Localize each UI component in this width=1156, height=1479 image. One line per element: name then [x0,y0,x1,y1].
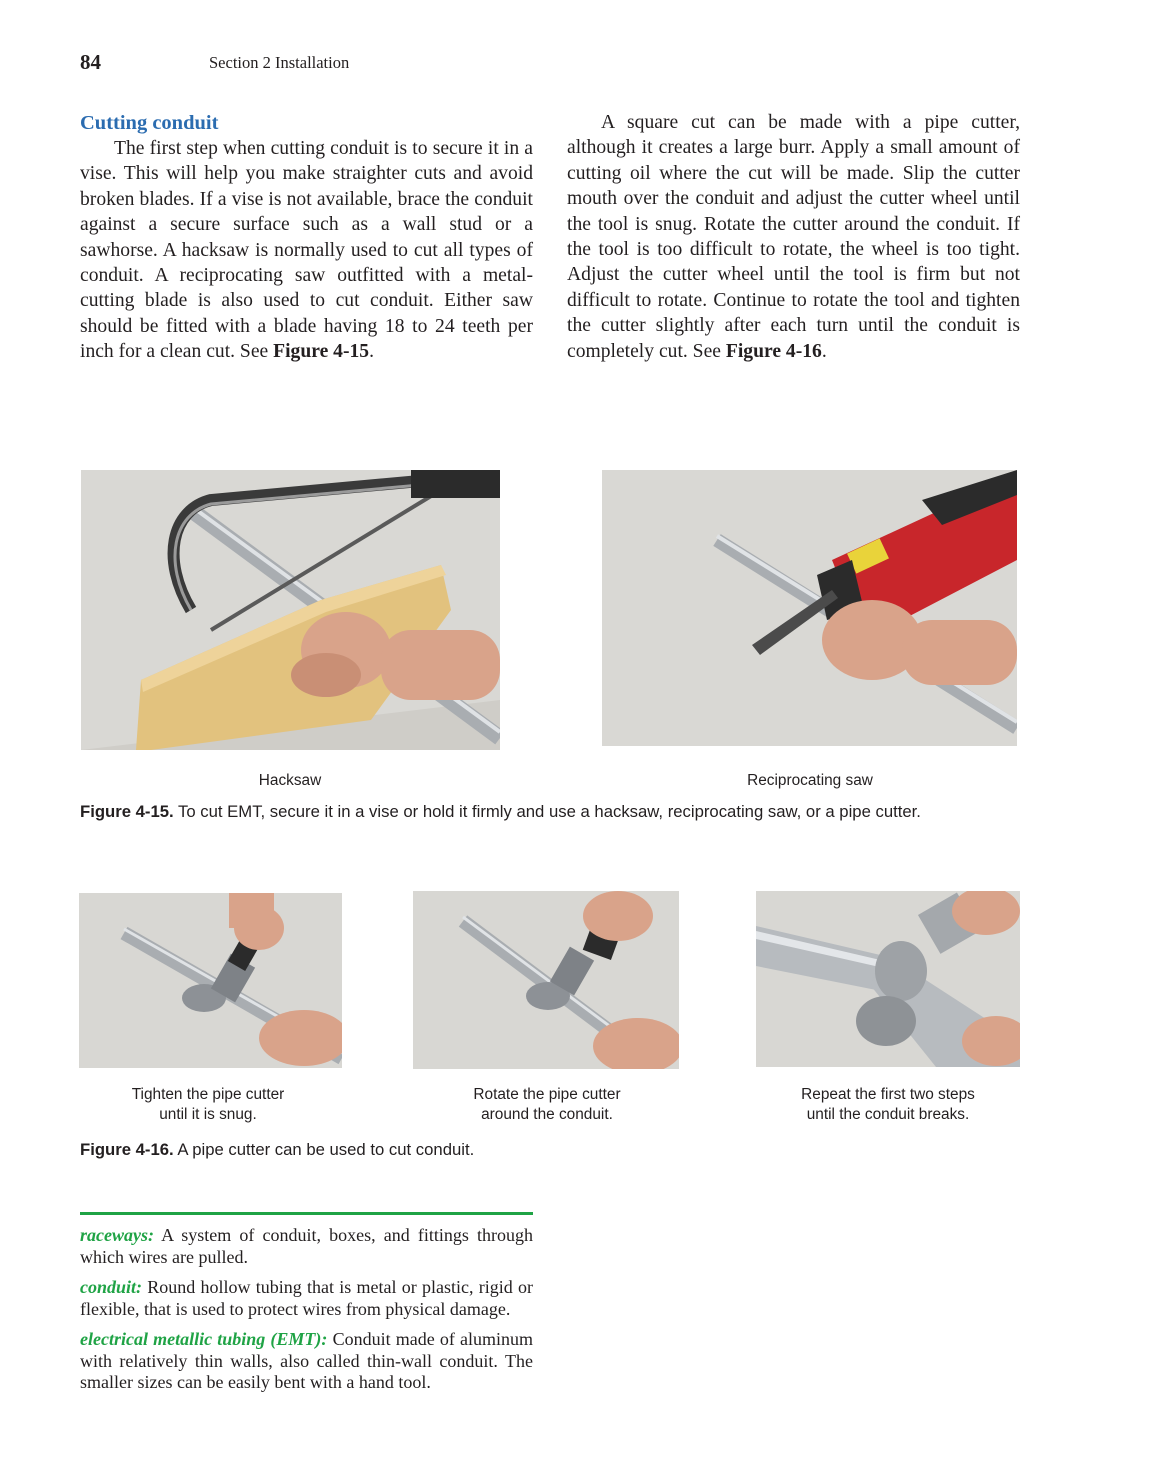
right-column [567,110,1020,364]
figure-label-rotate: Rotate the pipe cutter around the conduit. [473,1086,621,1123]
glossary-term: raceways: [80,1225,154,1245]
paragraph-text: A square cut can be made with a pipe cutter, although it creates a large burr. Apply a small amount of cutting oil where the cut will be made. Slip the cutter mouth over the conduit and adjust the cutter wheel until the tool is snug. Rotate the cutter around the conduit. If the tool is too difficult to rotate, the wheel is too tight. Adjust the cutter wheel until the tool is firm but not difficult to rotate. Continue to rotate the tool and tighten the cutter slightly after each turn until the conduit is completely cut. See [567,112,1020,362]
figure-reference: Figure 4-16 [725,340,822,362]
paragraph-text: The first step when cutting conduit is to secure it in a vise. This will help you make straighter cuts and avoid broken blades. If a vise is not available, brace the conduit against a secure surface such as a wall stud or a sawhorse. A hacksaw is normally used to cut all types of conduit. A reciprocating saw outfitted with a metal-cutting blade is also used to cut conduit. Either saw should be fitted with a blade having 18 to 24 teeth per inch for a clean cut. See [80,138,533,363]
page-number: 84 [80,50,101,74]
glossary-divider [80,1212,533,1215]
glossary-definition: A system of conduit, boxes, and fittings through which wires are pulled. [80,1225,533,1267]
figure-label-tighten: Tighten the pipe cutter until it is snug. [131,1086,285,1123]
glossary-term: electrical metallic tubing (EMT): [80,1329,328,1349]
body-paragraph [80,136,533,365]
glossary-term: conduit: [80,1277,143,1297]
reciprocating-saw-photo [602,470,1017,746]
figure-4-16-caption [80,1139,474,1161]
figure-label-reciprocating-saw: Reciprocating saw [747,772,873,789]
figure-4-15-caption [80,801,921,823]
end-punctuation: . [821,340,827,362]
glossary-entry [80,1225,533,1268]
pipe-cutter-repeat-photo [756,891,1020,1067]
figure-caption-text: A pipe cutter can be used to cut conduit. [173,1140,475,1159]
glossary-definition: Conduit made of aluminum with relatively thin walls, also called thin-wall conduit. The smaller sizes can be easily bent with a hand tool. [80,1329,533,1392]
figure-label-repeat: Repeat the first two steps until the conduit breaks. [801,1086,975,1123]
section-heading: Cutting conduit [80,112,219,134]
figure-caption-label: Figure 4-15. [80,802,174,821]
figure-reference: Figure 4-15 [273,341,370,363]
end-punctuation: . [369,341,374,363]
running-head: Section 2 Installation [209,53,350,72]
body-paragraph [567,110,1020,364]
glossary-entry [80,1329,533,1394]
glossary-definition: Round hollow tubing that is metal or plastic, rigid or flexible, that is used to protect wires from physical damage. [80,1277,533,1319]
glossary-entry [80,1277,533,1320]
glossary [80,1225,533,1403]
figure-label-hacksaw: Hacksaw [258,772,322,789]
left-column [80,110,533,365]
figure-caption-label: Figure 4-16. [80,1140,174,1159]
pipe-cutter-tighten-photo [79,893,342,1068]
pipe-cutter-rotate-photo [413,891,679,1069]
figure-caption-text: To cut EMT, secure it in a vise or hold it firmly and use a hacksaw, reciprocating saw, or a pipe cutter. [173,802,921,821]
hacksaw-photo [81,470,500,750]
